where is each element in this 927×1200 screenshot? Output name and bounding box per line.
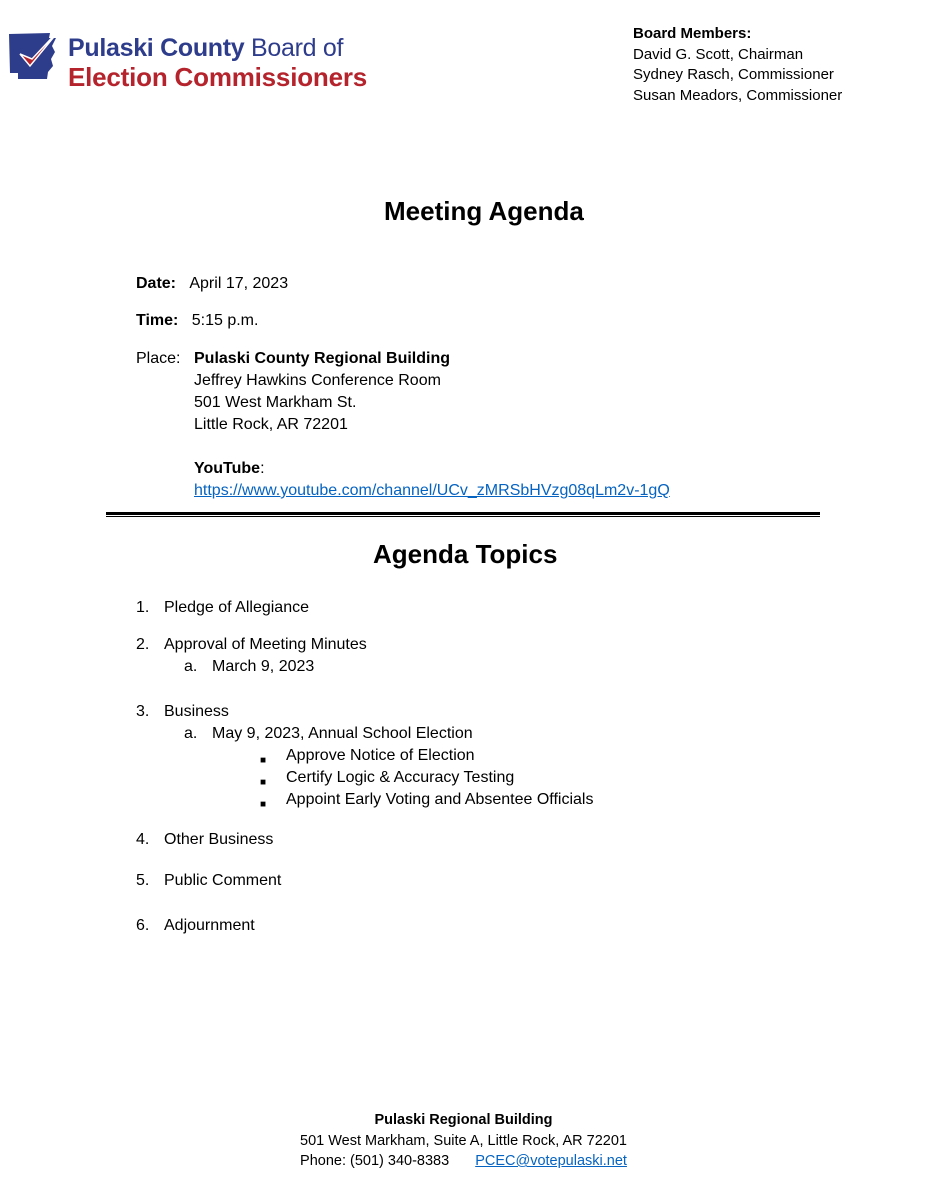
section-divider — [106, 512, 820, 518]
agenda-bullet-notice: ■ Approve Notice of Election — [260, 745, 860, 767]
footer-contact — [0, 1151, 927, 1172]
youtube-label: YouTube: — [194, 460, 265, 477]
footer-email-link[interactable]: PCEC@votepulaski.net — [475, 1153, 627, 1169]
agenda-subitem-minutes-date: a. March 9, 2023 — [184, 658, 315, 675]
agenda-bullet-officials: ■ Appoint Early Voting and Absentee Officials — [260, 789, 860, 811]
board-members-title: Board Members: — [633, 25, 752, 42]
agenda-bullet-testing: ■ Certify Logic & Accuracy Testing — [260, 767, 860, 789]
date-row — [136, 273, 288, 295]
board-member: Susan Meadors, Commissioner — [633, 86, 843, 104]
meeting-agenda-title: Meeting Agenda — [384, 196, 584, 226]
footer-phone: Phone: (501) 340-8383 — [300, 1153, 450, 1169]
agenda-item-adjournment: 6. Adjournment — [136, 917, 255, 934]
date-value: April 17, 2023 — [189, 275, 289, 292]
date-label: Date: — [136, 275, 177, 292]
place-line: 501 West Markham St. — [194, 394, 357, 411]
page-footer — [0, 1110, 927, 1172]
agenda-subitem-school-election: a. May 9, 2023, Annual School Election — [184, 725, 473, 742]
time-row — [136, 310, 258, 332]
agenda-item-business: 3. Business — [136, 703, 229, 720]
logo-text-line1: Pulaski County Board of — [68, 34, 344, 62]
agenda-item-pledge: 1. Pledge of Allegiance — [136, 599, 309, 616]
county-logo — [6, 26, 386, 96]
place-label: Place: — [136, 350, 181, 367]
place-address — [194, 348, 450, 436]
youtube-link[interactable]: https://www.youtube.com/channel/UCv_zMRSbHVzg08qLm2v-1gQ — [194, 482, 670, 499]
board-members — [633, 24, 842, 106]
arkansas-map-icon — [6, 26, 66, 86]
agenda-item-other-business: 4. Other Business — [136, 831, 274, 848]
place-line: Pulaski County Regional Building — [194, 350, 451, 367]
agenda-topics-title: Agenda Topics — [373, 539, 558, 569]
board-member: Sydney Rasch, Commissioner — [633, 66, 834, 83]
agenda-item-minutes: 2. Approval of Meeting Minutes — [136, 636, 367, 653]
place-line: Little Rock, AR 72201 — [194, 416, 348, 433]
square-bullet-icon: ■ — [260, 799, 267, 810]
square-bullet-icon: ■ — [260, 777, 267, 788]
square-bullet-icon: ■ — [260, 755, 267, 766]
place-line: Jeffrey Hawkins Conference Room — [194, 372, 441, 389]
time-label: Time: — [136, 312, 179, 329]
footer-title: Pulaski Regional Building — [374, 1112, 553, 1128]
time-value: 5:15 p.m. — [191, 312, 259, 329]
agenda-item-public-comment: 5. Public Comment — [136, 872, 282, 889]
footer-address: 501 West Markham, Suite A, Little Rock, AR 72201 — [300, 1132, 627, 1149]
logo-text-line2: Election Commissioners — [68, 62, 368, 92]
board-member: David G. Scott, Chairman — [633, 45, 804, 63]
